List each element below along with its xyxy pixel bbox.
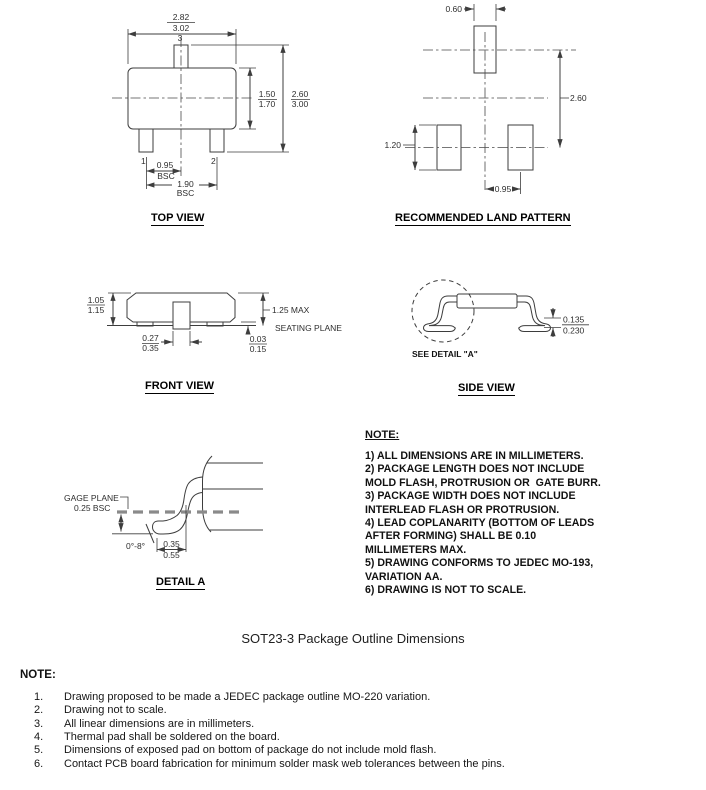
dim-span: 2.60: [570, 93, 587, 103]
package-body-outline: [128, 68, 236, 129]
dim-pitch-half-unit: BSC: [157, 171, 175, 181]
dim-pitch-full-unit: BSC: [176, 188, 195, 198]
dim-pad-width: 0.60: [445, 4, 462, 14]
bottom-note-heading: NOTE:: [20, 669, 56, 681]
detail-a-label: DETAIL A: [156, 576, 206, 588]
front-view-label: FRONT VIEW: [145, 380, 215, 392]
bottom-note-item: [34, 704, 505, 717]
dim-pitch-full: 1.90: [177, 179, 194, 189]
side-right-lead: [517, 296, 551, 332]
top-view-drawing: [112, 12, 310, 198]
item-text: Drawing not to scale.: [64, 704, 167, 717]
drawing-note-line: 5) DRAWING CONFORMS TO JEDEC MO-193,: [365, 557, 594, 570]
lead-upper-curve: [159, 477, 203, 521]
item-text: All linear dimensions are in millimeters.: [64, 717, 255, 730]
see-detail-a-label: SEE DETAIL "A": [412, 349, 478, 359]
dim-standoff-min: 0.03: [249, 334, 267, 344]
item-text: Thermal pad shall be soldered on the board.: [64, 731, 280, 744]
bottom-note-item: [34, 744, 505, 757]
pin1-lead: [139, 129, 153, 152]
drawing-note-line: 1) ALL DIMENSIONS ARE IN MILLIMETERS.: [365, 450, 584, 462]
dim-standoff-max: 0.15: [249, 344, 267, 354]
dim-land-pitch: 0.95: [494, 184, 512, 194]
dim-width-min: 3.02: [172, 23, 190, 33]
dim-body-h-min: 1.50: [258, 89, 276, 99]
dim-angle: 0°-8°: [126, 541, 146, 551]
dim-body-thk-max: 1.15: [87, 305, 105, 315]
bottom-note-item: [34, 758, 505, 771]
bottom-note-item: [34, 731, 505, 744]
dim-pad-height: 1.20: [384, 140, 401, 150]
item-text: Drawing proposed to be made a JEDEC package outline MO-220 variation.: [64, 691, 431, 703]
dim-foot-max: 0.55: [163, 550, 180, 560]
drawing-note-line: MILLIMETERS MAX.: [365, 543, 467, 556]
pin2-lead: [210, 129, 224, 152]
drawing-note-line: AFTER FORMING) SHALL BE 0.10: [365, 530, 537, 543]
drawing-note-heading: NOTE:: [365, 429, 400, 441]
drawing-note-line: 4) LEAD COPLANARITY (BOTTOM OF LEADS: [365, 517, 595, 530]
side-body-outline: [457, 294, 517, 308]
item-number: 5.: [34, 744, 44, 757]
drawing-note-panel: [365, 429, 605, 597]
land-pattern-drawing: [384, 4, 586, 194]
item-text: Dimensions of exposed pad on bottom of package do not include mold flash.: [64, 744, 437, 757]
detail-a-drawing: [64, 456, 263, 560]
seating-plane-label: SEATING PLANE: [275, 323, 342, 333]
side-view-label: SIDE VIEW: [458, 382, 515, 394]
top-view-label: TOP VIEW: [151, 212, 205, 224]
center-lead-tab: [173, 302, 190, 329]
front-view-drawing: [87, 293, 342, 354]
item-number: 2.: [34, 704, 44, 717]
page-title: SOT23-3 Package Outline Dimensions: [241, 631, 465, 646]
item-text: Contact PCB board fabrication for minimum solder mask web tolerances between the pins.: [64, 757, 505, 770]
body-edge-curve: [203, 456, 213, 532]
gage-plane-label: GAGE PLANE: [64, 493, 119, 503]
dim-max-height: 1.25 MAX: [272, 305, 310, 315]
bottom-note-item: [34, 718, 505, 731]
pin1-number: 1: [141, 156, 146, 166]
item-number: 6.: [34, 757, 44, 770]
item-number: 4.: [34, 731, 44, 744]
dim-lead-w-min: 0.27: [142, 333, 159, 343]
pin3-number: 3: [177, 33, 183, 43]
drawing-note-line: VARIATION AA.: [365, 570, 443, 583]
dim-pitch-half: 0.95: [156, 160, 174, 170]
dim-overall-h-min: 2.60: [291, 89, 309, 99]
side-view-drawing: [412, 280, 589, 359]
dim-lead-thk-max: 0.230: [563, 325, 585, 336]
dim-lead-w-max: 0.35: [142, 343, 159, 353]
dim-gage: 0.25 BSC: [74, 503, 111, 513]
dim-lead-thk-min: 0.135: [563, 314, 585, 325]
side-left-lead: [424, 296, 458, 332]
pin2-number: 2: [211, 156, 216, 166]
dim-body-thk-min: 1.05: [87, 295, 105, 305]
dim-body-h-max: 1.70: [258, 99, 276, 109]
drawing-note-line: INTERLEAD FLASH OR PROTRUSION.: [365, 503, 560, 516]
bottom-note-list: [34, 691, 505, 771]
drawing-note-line: 6) DRAWING IS NOT TO SCALE.: [365, 584, 527, 597]
land-pattern-label: RECOMMENDED LAND PATTERN: [395, 212, 571, 224]
dim-foot-min: 0.35: [163, 539, 180, 549]
drawing-note-line: MOLD FLASH, PROTRUSION OR GATE BURR.: [365, 476, 601, 489]
item-number: 3.: [34, 717, 44, 730]
dim-overall-h-max: 3.00: [291, 99, 309, 109]
dim-width-max: 2.82: [172, 12, 190, 22]
drawing-note-line: 2) PACKAGE LENGTH DOES NOT INCLUDE: [365, 463, 585, 476]
drawing-note-line: 3) PACKAGE WIDTH DOES NOT INCLUDE: [365, 490, 576, 503]
item-number: 1.: [34, 691, 44, 703]
bottom-note-item: [34, 691, 505, 704]
lead-foot-tip: [153, 521, 164, 534]
